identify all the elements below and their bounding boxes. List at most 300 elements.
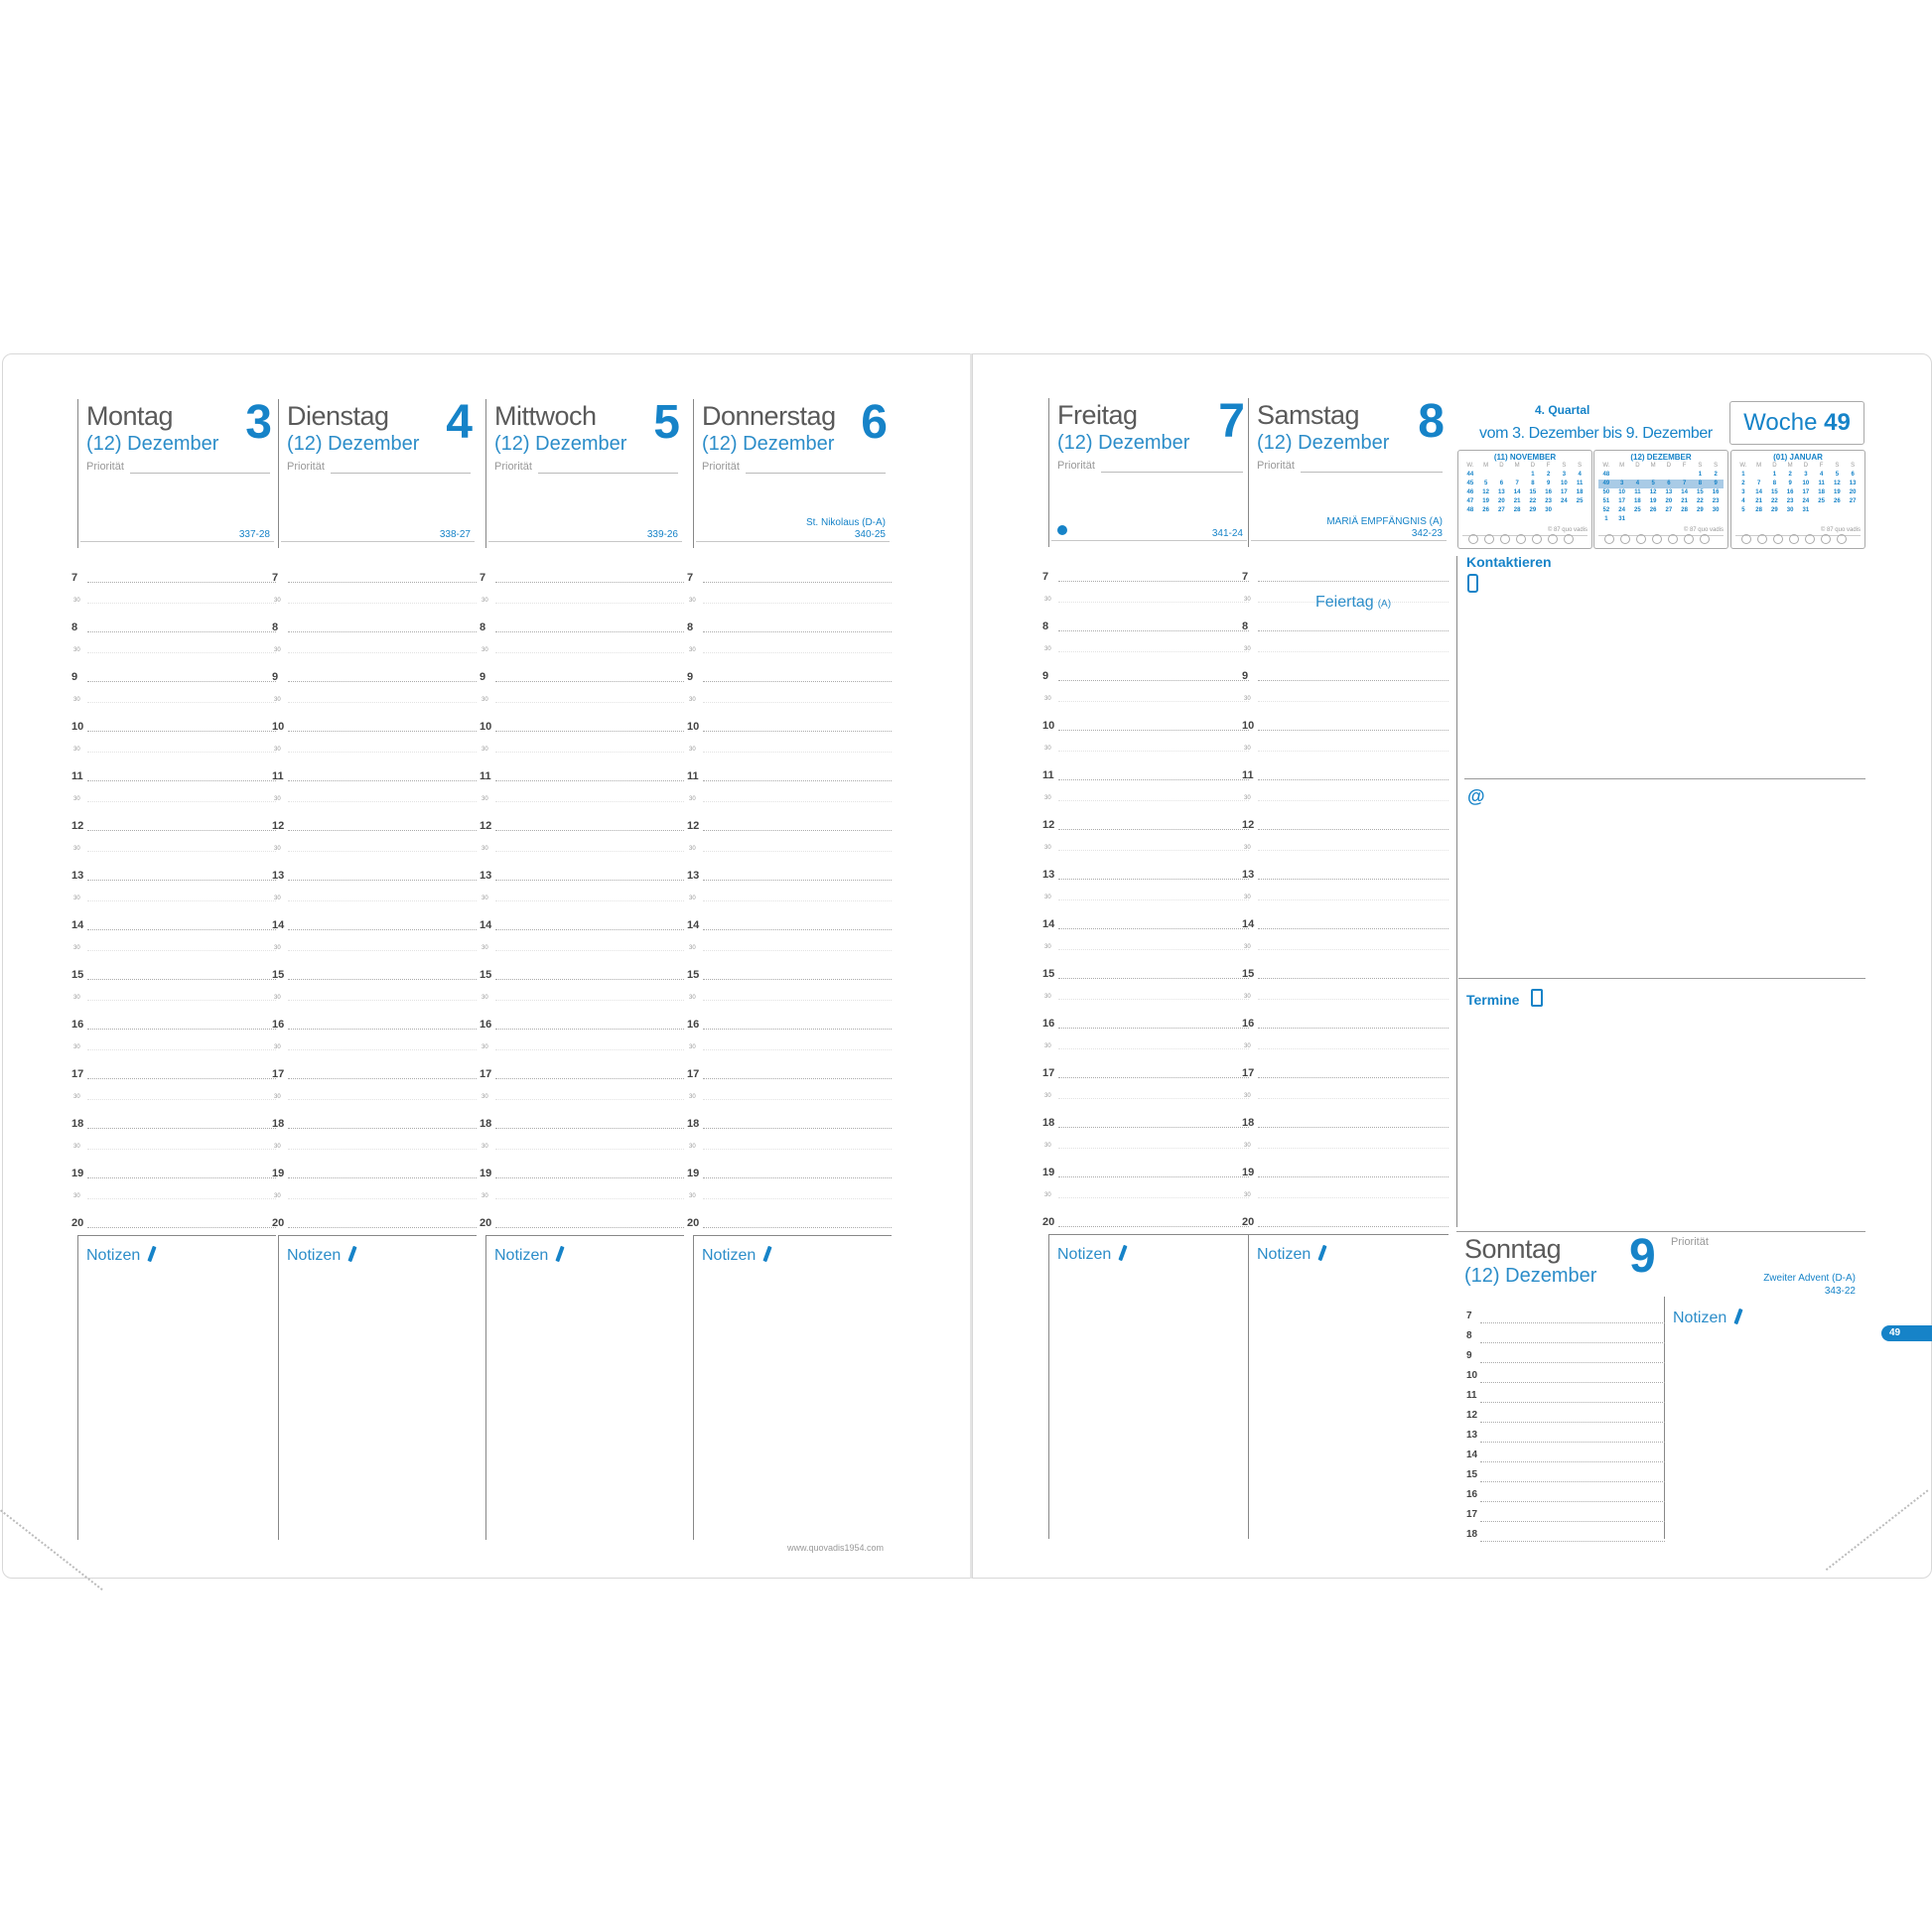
- calendar-day[interactable]: 22: [1771, 498, 1778, 504]
- page-tab[interactable]: 49: [1881, 1325, 1932, 1341]
- sunday-hour-row[interactable]: [1466, 1509, 1665, 1533]
- calendar-day[interactable]: 7: [1515, 481, 1519, 486]
- hour-line[interactable]: [495, 929, 684, 930]
- calendar-day[interactable]: 28: [1513, 507, 1521, 513]
- hour-line[interactable]: [288, 979, 477, 980]
- hour-line[interactable]: [288, 929, 477, 930]
- sunday-hour-row[interactable]: [1466, 1370, 1665, 1394]
- hour-line[interactable]: [1058, 630, 1249, 631]
- calendar-day[interactable]: 5: [1645, 480, 1661, 488]
- half-hour-line[interactable]: [87, 652, 276, 653]
- hour-line[interactable]: [288, 582, 477, 583]
- notes-area[interactable]: [1248, 1234, 1449, 1539]
- half-hour-line[interactable]: [288, 950, 477, 951]
- sunday-hour-row[interactable]: [1466, 1469, 1665, 1493]
- hour-line[interactable]: [495, 880, 684, 881]
- calendar-day[interactable]: 14: [1755, 489, 1762, 495]
- half-hour-line[interactable]: [1058, 850, 1249, 851]
- hour-line[interactable]: [703, 1128, 892, 1129]
- hour-line[interactable]: [495, 681, 684, 682]
- hour-line[interactable]: [87, 1078, 276, 1079]
- half-hour-line[interactable]: [87, 1099, 276, 1100]
- moon-phase-icon: [1821, 534, 1831, 544]
- half-hour-line[interactable]: [703, 851, 892, 852]
- calendar-day[interactable]: 9: [1708, 480, 1724, 488]
- calendar-day[interactable]: 27: [1498, 507, 1505, 513]
- half-hour-line[interactable]: [703, 702, 892, 703]
- hour-line[interactable]: [87, 1177, 276, 1178]
- half-hour-line[interactable]: [495, 1000, 684, 1001]
- calendar-day[interactable]: 3: [1804, 472, 1808, 478]
- hour-line[interactable]: [87, 780, 276, 781]
- calendar-day[interactable]: 28: [1755, 507, 1762, 513]
- half-hour-line[interactable]: [1258, 1048, 1449, 1049]
- hour-line[interactable]: [87, 880, 276, 881]
- hour-line[interactable]: [495, 731, 684, 732]
- calendar-day[interactable]: 16: [1786, 489, 1794, 495]
- hour-line[interactable]: [495, 830, 684, 831]
- calendar-day[interactable]: 11: [1634, 489, 1641, 495]
- half-hour-line[interactable]: [288, 851, 477, 852]
- hour-line[interactable]: [288, 1078, 477, 1079]
- sunday-hour-line: [1480, 1382, 1665, 1383]
- calendar-day[interactable]: 7: [1677, 480, 1693, 488]
- calendar-day[interactable]: 11: [1818, 481, 1825, 486]
- half-hour-line[interactable]: [1058, 999, 1249, 1000]
- half-hour-line[interactable]: [1058, 949, 1249, 950]
- sunday-hour-row[interactable]: [1466, 1430, 1665, 1453]
- hour-line[interactable]: [87, 929, 276, 930]
- half-hour-line[interactable]: [1058, 1098, 1249, 1099]
- calendar-day[interactable]: 2: [1714, 472, 1718, 478]
- calendar-day[interactable]: 19: [1482, 498, 1489, 504]
- calendar-day[interactable]: 9: [1546, 481, 1551, 486]
- calendar-day[interactable]: 17: [1802, 489, 1810, 495]
- half-hour-line[interactable]: [1058, 751, 1249, 752]
- hour-line: [1058, 1226, 1249, 1227]
- weekday-header: D: [1635, 463, 1640, 469]
- calendar-day[interactable]: 25: [1576, 498, 1584, 504]
- calendar-day[interactable]: 12: [1649, 489, 1657, 495]
- hour-line[interactable]: [87, 1029, 276, 1030]
- calendar-day[interactable]: 26: [1649, 507, 1657, 513]
- hour-line[interactable]: [87, 979, 276, 980]
- hour-line[interactable]: [495, 1177, 684, 1178]
- calendar-day[interactable]: 6: [1499, 481, 1504, 486]
- hour-line[interactable]: [87, 830, 276, 831]
- notes-label: [1257, 1245, 1324, 1264]
- hour-line[interactable]: [703, 979, 892, 980]
- half-hour-line[interactable]: [1258, 999, 1449, 1000]
- calendar-day[interactable]: 13: [1849, 481, 1857, 486]
- calendar-day: [1509, 471, 1525, 480]
- calendar-day[interactable]: 24: [1618, 507, 1625, 513]
- calendar-day[interactable]: 5: [1483, 481, 1488, 486]
- notes-text: Notizen: [494, 1247, 549, 1264]
- calendar-day[interactable]: 26: [1482, 507, 1489, 513]
- sunday-hour-row[interactable]: [1466, 1449, 1665, 1473]
- notes-area[interactable]: [693, 1235, 892, 1540]
- hour-line[interactable]: [1258, 1176, 1449, 1177]
- calendar-day[interactable]: 30: [1545, 507, 1552, 513]
- half-hour-line[interactable]: [495, 752, 684, 753]
- calendar-day[interactable]: 16: [1545, 489, 1552, 495]
- calendar-day[interactable]: 25: [1634, 507, 1641, 513]
- calendar-day[interactable]: 18: [1634, 498, 1641, 504]
- notes-area[interactable]: [77, 1235, 276, 1540]
- half-hour-line[interactable]: [1258, 1197, 1449, 1198]
- calendar-day[interactable]: 17: [1618, 498, 1625, 504]
- hour-line[interactable]: [1258, 1077, 1449, 1078]
- half-hour-line[interactable]: [1058, 800, 1249, 801]
- hour-line[interactable]: [495, 582, 684, 583]
- calendar-day[interactable]: 31: [1618, 516, 1625, 522]
- half-hour-line[interactable]: [1058, 1048, 1249, 1049]
- hour-line[interactable]: [703, 731, 892, 732]
- calendar-day[interactable]: 21: [1681, 498, 1688, 504]
- hour-line[interactable]: [288, 880, 477, 881]
- half-hour-line[interactable]: [495, 702, 684, 703]
- sunday-hour-line: [1480, 1521, 1665, 1522]
- hour-line[interactable]: [703, 1078, 892, 1079]
- half-hour-line[interactable]: [87, 1149, 276, 1150]
- calendar-day[interactable]: 8: [1772, 481, 1777, 486]
- hour-line[interactable]: [87, 1128, 276, 1129]
- hour-line[interactable]: [87, 731, 276, 732]
- sunday-notes-label: [1673, 1309, 1740, 1327]
- hour-label: 14: [480, 919, 492, 931]
- hour-row: [1042, 571, 1249, 626]
- half-hour-line[interactable]: [288, 1149, 477, 1150]
- sunday-hour-row[interactable]: [1466, 1350, 1665, 1374]
- half-hour-line[interactable]: [87, 752, 276, 753]
- half-hour-line[interactable]: [703, 1000, 892, 1001]
- half-hour-line[interactable]: [1258, 949, 1449, 950]
- calendar-day[interactable]: 1: [1772, 472, 1777, 478]
- hour-line[interactable]: [1258, 978, 1449, 979]
- calendar-day[interactable]: 8: [1693, 480, 1709, 488]
- half-hour-line[interactable]: [87, 1198, 276, 1199]
- hour-line[interactable]: [495, 1128, 684, 1129]
- half-hour-line[interactable]: [288, 801, 477, 802]
- hour-line[interactable]: [703, 681, 892, 682]
- day-name: Mittwoch: [494, 401, 597, 431]
- calendar-day[interactable]: 13: [1498, 489, 1505, 495]
- calendar-day[interactable]: 12: [1482, 489, 1489, 495]
- hour-line[interactable]: [288, 1128, 477, 1129]
- moon-phase-icon: [1805, 534, 1815, 544]
- calendar-day[interactable]: 30: [1712, 507, 1720, 513]
- calendar-day[interactable]: 4: [1578, 472, 1582, 478]
- calendar-day[interactable]: 2: [1788, 472, 1792, 478]
- calendar-day[interactable]: 24: [1802, 498, 1810, 504]
- calendar-day[interactable]: 2: [1546, 472, 1551, 478]
- calendar-day[interactable]: 27: [1849, 498, 1857, 504]
- hour-line[interactable]: [1258, 680, 1449, 681]
- half-hour-line[interactable]: [703, 652, 892, 653]
- half-hour-line[interactable]: [288, 603, 477, 604]
- half-hour-line[interactable]: [1258, 1098, 1449, 1099]
- calendar-day[interactable]: 31: [1802, 507, 1810, 513]
- calendar-day[interactable]: 15: [1529, 489, 1537, 495]
- hour-line[interactable]: [1258, 879, 1449, 880]
- half-hour-label: 30: [274, 1044, 281, 1050]
- calendar-day[interactable]: 18: [1818, 489, 1825, 495]
- calendar-day[interactable]: 21: [1755, 498, 1762, 504]
- hour-line[interactable]: [1258, 1127, 1449, 1128]
- notes-area[interactable]: [1048, 1234, 1249, 1539]
- hour-line[interactable]: [288, 780, 477, 781]
- hour-line[interactable]: [1258, 581, 1449, 582]
- hour-line: [495, 1227, 684, 1228]
- calendar-day[interactable]: 9: [1788, 481, 1792, 486]
- half-hour-line[interactable]: [703, 900, 892, 901]
- half-hour-label: 30: [689, 697, 696, 703]
- hour-label: 11: [71, 770, 83, 782]
- half-hour-line[interactable]: [495, 1049, 684, 1050]
- calendar-day[interactable]: 19: [1834, 489, 1841, 495]
- calendar-day[interactable]: 16: [1712, 489, 1720, 495]
- calendar-day[interactable]: 15: [1771, 489, 1778, 495]
- calendar-day[interactable]: 24: [1561, 498, 1568, 504]
- half-hour-line[interactable]: [288, 1000, 477, 1001]
- hour-line[interactable]: [1058, 879, 1249, 880]
- calendar-day[interactable]: 23: [1712, 498, 1720, 504]
- website-url[interactable]: www.quovadis1954.com: [787, 1543, 885, 1553]
- half-hour-line[interactable]: [1258, 800, 1449, 801]
- half-hour-line[interactable]: [1058, 602, 1249, 603]
- half-hour-line[interactable]: [1258, 899, 1449, 900]
- hour-line[interactable]: [288, 830, 477, 831]
- half-hour-line[interactable]: [1258, 651, 1449, 652]
- notes-text: Notizen: [287, 1247, 342, 1264]
- calendar-day[interactable]: 20: [1665, 498, 1673, 504]
- half-hour-line[interactable]: [1058, 1197, 1249, 1198]
- calendar-day[interactable]: 18: [1576, 489, 1584, 495]
- hour-line[interactable]: [1058, 829, 1249, 830]
- calendar-day[interactable]: 11: [1576, 481, 1584, 486]
- half-hour-line[interactable]: [288, 900, 477, 901]
- half-hour-line[interactable]: [495, 603, 684, 604]
- half-hour-line[interactable]: [1258, 751, 1449, 752]
- half-hour-line[interactable]: [288, 1198, 477, 1199]
- half-hour-line[interactable]: [1058, 701, 1249, 702]
- hour-line[interactable]: [1058, 1176, 1249, 1177]
- half-hour-line[interactable]: [288, 652, 477, 653]
- calendar-day[interactable]: 26: [1834, 498, 1841, 504]
- half-hour-line[interactable]: [495, 652, 684, 653]
- calendar-day[interactable]: 3: [1614, 480, 1630, 488]
- hour-line[interactable]: [288, 1177, 477, 1178]
- mini-calendar: [1457, 450, 1592, 549]
- hour-line[interactable]: [703, 1177, 892, 1178]
- hour-line[interactable]: [1058, 928, 1249, 929]
- hour-line[interactable]: [703, 631, 892, 632]
- hour-label: 10: [1042, 720, 1055, 732]
- hour-line[interactable]: [87, 681, 276, 682]
- half-hour-line[interactable]: [703, 752, 892, 753]
- calendar-day[interactable]: 8: [1531, 481, 1535, 486]
- hour-line[interactable]: [1058, 680, 1249, 681]
- half-hour-line[interactable]: [87, 1049, 276, 1050]
- header-baseline: [80, 541, 274, 542]
- hour-line[interactable]: [703, 582, 892, 583]
- hour-line[interactable]: [1058, 779, 1249, 780]
- hour-line[interactable]: [1058, 1127, 1249, 1128]
- sunday-hour-row[interactable]: [1466, 1489, 1665, 1513]
- calendar-day[interactable]: 1: [1698, 472, 1703, 478]
- hour-line[interactable]: [288, 1029, 477, 1030]
- half-hour-line[interactable]: [87, 900, 276, 901]
- half-hour-line[interactable]: [495, 1099, 684, 1100]
- sunday-hour-row[interactable]: [1466, 1330, 1665, 1354]
- weekday-header: F: [1546, 463, 1551, 469]
- half-hour-line[interactable]: [703, 1198, 892, 1199]
- hour-line[interactable]: [495, 1029, 684, 1030]
- half-hour-line[interactable]: [87, 702, 276, 703]
- half-hour-line[interactable]: [703, 1149, 892, 1150]
- half-hour-line[interactable]: [87, 950, 276, 951]
- day-header: [693, 396, 892, 548]
- half-hour-label: 30: [274, 995, 281, 1001]
- calendar-day[interactable]: 10: [1618, 489, 1625, 495]
- hour-line[interactable]: [703, 830, 892, 831]
- hour-line[interactable]: [1258, 1028, 1449, 1029]
- day-of-year: 340-25: [854, 529, 886, 540]
- hour-label: 15: [272, 969, 285, 981]
- half-hour-line[interactable]: [495, 851, 684, 852]
- sunday-hour-row[interactable]: [1466, 1410, 1665, 1434]
- holiday-text: Feiertag: [1315, 594, 1374, 611]
- sunday-hour-row[interactable]: [1466, 1529, 1665, 1553]
- half-hour-line[interactable]: [288, 752, 477, 753]
- calendar-day[interactable]: 27: [1665, 507, 1673, 513]
- notes-text: Notizen: [1257, 1246, 1311, 1263]
- half-hour-line[interactable]: [495, 1149, 684, 1150]
- calendar-day[interactable]: 14: [1513, 489, 1521, 495]
- calendar-day[interactable]: 29: [1771, 507, 1778, 513]
- half-hour-line[interactable]: [1058, 651, 1249, 652]
- hour-line[interactable]: [1258, 829, 1449, 830]
- half-hour-line[interactable]: [87, 603, 276, 604]
- calendar-day[interactable]: 4: [1630, 480, 1646, 488]
- calendar-day[interactable]: 13: [1665, 489, 1673, 495]
- half-hour-line[interactable]: [703, 1049, 892, 1050]
- half-hour-line[interactable]: [703, 801, 892, 802]
- hour-line[interactable]: [495, 979, 684, 980]
- calendar-day[interactable]: 10: [1802, 481, 1810, 486]
- calendar-day[interactable]: 3: [1562, 472, 1567, 478]
- calendar-day[interactable]: 6: [1851, 472, 1855, 478]
- half-hour-line[interactable]: [87, 851, 276, 852]
- half-hour-line[interactable]: [288, 702, 477, 703]
- hour-line[interactable]: [1258, 779, 1449, 780]
- half-hour-line[interactable]: [288, 1099, 477, 1100]
- calendar-day[interactable]: 19: [1649, 498, 1657, 504]
- calendar-day[interactable]: 23: [1545, 498, 1552, 504]
- calendar-day[interactable]: 15: [1697, 489, 1704, 495]
- hour-line[interactable]: [703, 929, 892, 930]
- half-hour-line[interactable]: [495, 801, 684, 802]
- hour-label: 16: [71, 1019, 84, 1031]
- calendar-day[interactable]: 17: [1561, 489, 1568, 495]
- hour-row: [687, 572, 892, 627]
- hour-line[interactable]: [1058, 581, 1249, 582]
- hour-line[interactable]: [1058, 978, 1249, 979]
- calendar-day[interactable]: 29: [1697, 507, 1704, 513]
- hour-line[interactable]: [1058, 1077, 1249, 1078]
- half-hour-line[interactable]: [495, 900, 684, 901]
- hour-line[interactable]: [1258, 730, 1449, 731]
- hour-line[interactable]: [1058, 1028, 1249, 1029]
- half-hour-line[interactable]: [288, 1049, 477, 1050]
- notes-area[interactable]: [278, 1235, 477, 1540]
- hour-line[interactable]: [1058, 730, 1249, 731]
- half-hour-line[interactable]: [87, 1000, 276, 1001]
- calendar-day[interactable]: 5: [1835, 472, 1840, 478]
- hour-line[interactable]: [1258, 630, 1449, 631]
- calendar-day[interactable]: 7: [1756, 481, 1761, 486]
- hour-label: 14: [687, 919, 700, 931]
- hour-line[interactable]: [288, 681, 477, 682]
- half-hour-line[interactable]: [87, 801, 276, 802]
- hour-line[interactable]: [1258, 928, 1449, 929]
- hour-line[interactable]: [703, 1029, 892, 1030]
- calendar-day[interactable]: 21: [1513, 498, 1521, 504]
- half-hour-line[interactable]: [1058, 1148, 1249, 1149]
- half-hour-line[interactable]: [495, 1198, 684, 1199]
- calendar-day[interactable]: 22: [1529, 498, 1537, 504]
- sunday-hour-row[interactable]: [1466, 1311, 1665, 1334]
- half-hour-line[interactable]: [1258, 1148, 1449, 1149]
- calendar-day[interactable]: 10: [1561, 481, 1568, 486]
- calendar-day[interactable]: 29: [1529, 507, 1537, 513]
- calendar-day[interactable]: 6: [1661, 480, 1677, 488]
- calendar-day[interactable]: 30: [1786, 507, 1794, 513]
- half-hour-line[interactable]: [703, 950, 892, 951]
- half-hour-label: 30: [482, 995, 488, 1001]
- half-hour-line[interactable]: [1258, 701, 1449, 702]
- calendar-day[interactable]: 20: [1849, 489, 1857, 495]
- calendar-day[interactable]: 23: [1786, 498, 1794, 504]
- notes-area[interactable]: [485, 1235, 684, 1540]
- hour-line[interactable]: [288, 631, 477, 632]
- sunday-block: [1456, 1231, 1865, 1539]
- hour-line[interactable]: [495, 1078, 684, 1079]
- calendar-day[interactable]: 14: [1681, 489, 1688, 495]
- half-hour-line[interactable]: [1058, 899, 1249, 900]
- calendar-day[interactable]: 28: [1681, 507, 1688, 513]
- calendar-day[interactable]: 22: [1697, 498, 1704, 504]
- calendar-day[interactable]: 1: [1531, 472, 1535, 478]
- hour-line[interactable]: [87, 582, 276, 583]
- hour-line[interactable]: [703, 780, 892, 781]
- half-hour-line[interactable]: [1258, 850, 1449, 851]
- hour-line[interactable]: [288, 731, 477, 732]
- calendar-day[interactable]: 4: [1819, 472, 1824, 478]
- hour-line[interactable]: [495, 631, 684, 632]
- half-hour-line[interactable]: [703, 603, 892, 604]
- hour-line[interactable]: [495, 780, 684, 781]
- calendar-day[interactable]: 25: [1818, 498, 1825, 504]
- half-hour-line[interactable]: [703, 1099, 892, 1100]
- calendar-day[interactable]: 20: [1498, 498, 1505, 504]
- sunday-hour-row[interactable]: [1466, 1390, 1665, 1414]
- calendar-day[interactable]: 12: [1834, 481, 1841, 486]
- half-hour-line[interactable]: [495, 950, 684, 951]
- hour-line[interactable]: [87, 631, 276, 632]
- hour-line[interactable]: [703, 880, 892, 881]
